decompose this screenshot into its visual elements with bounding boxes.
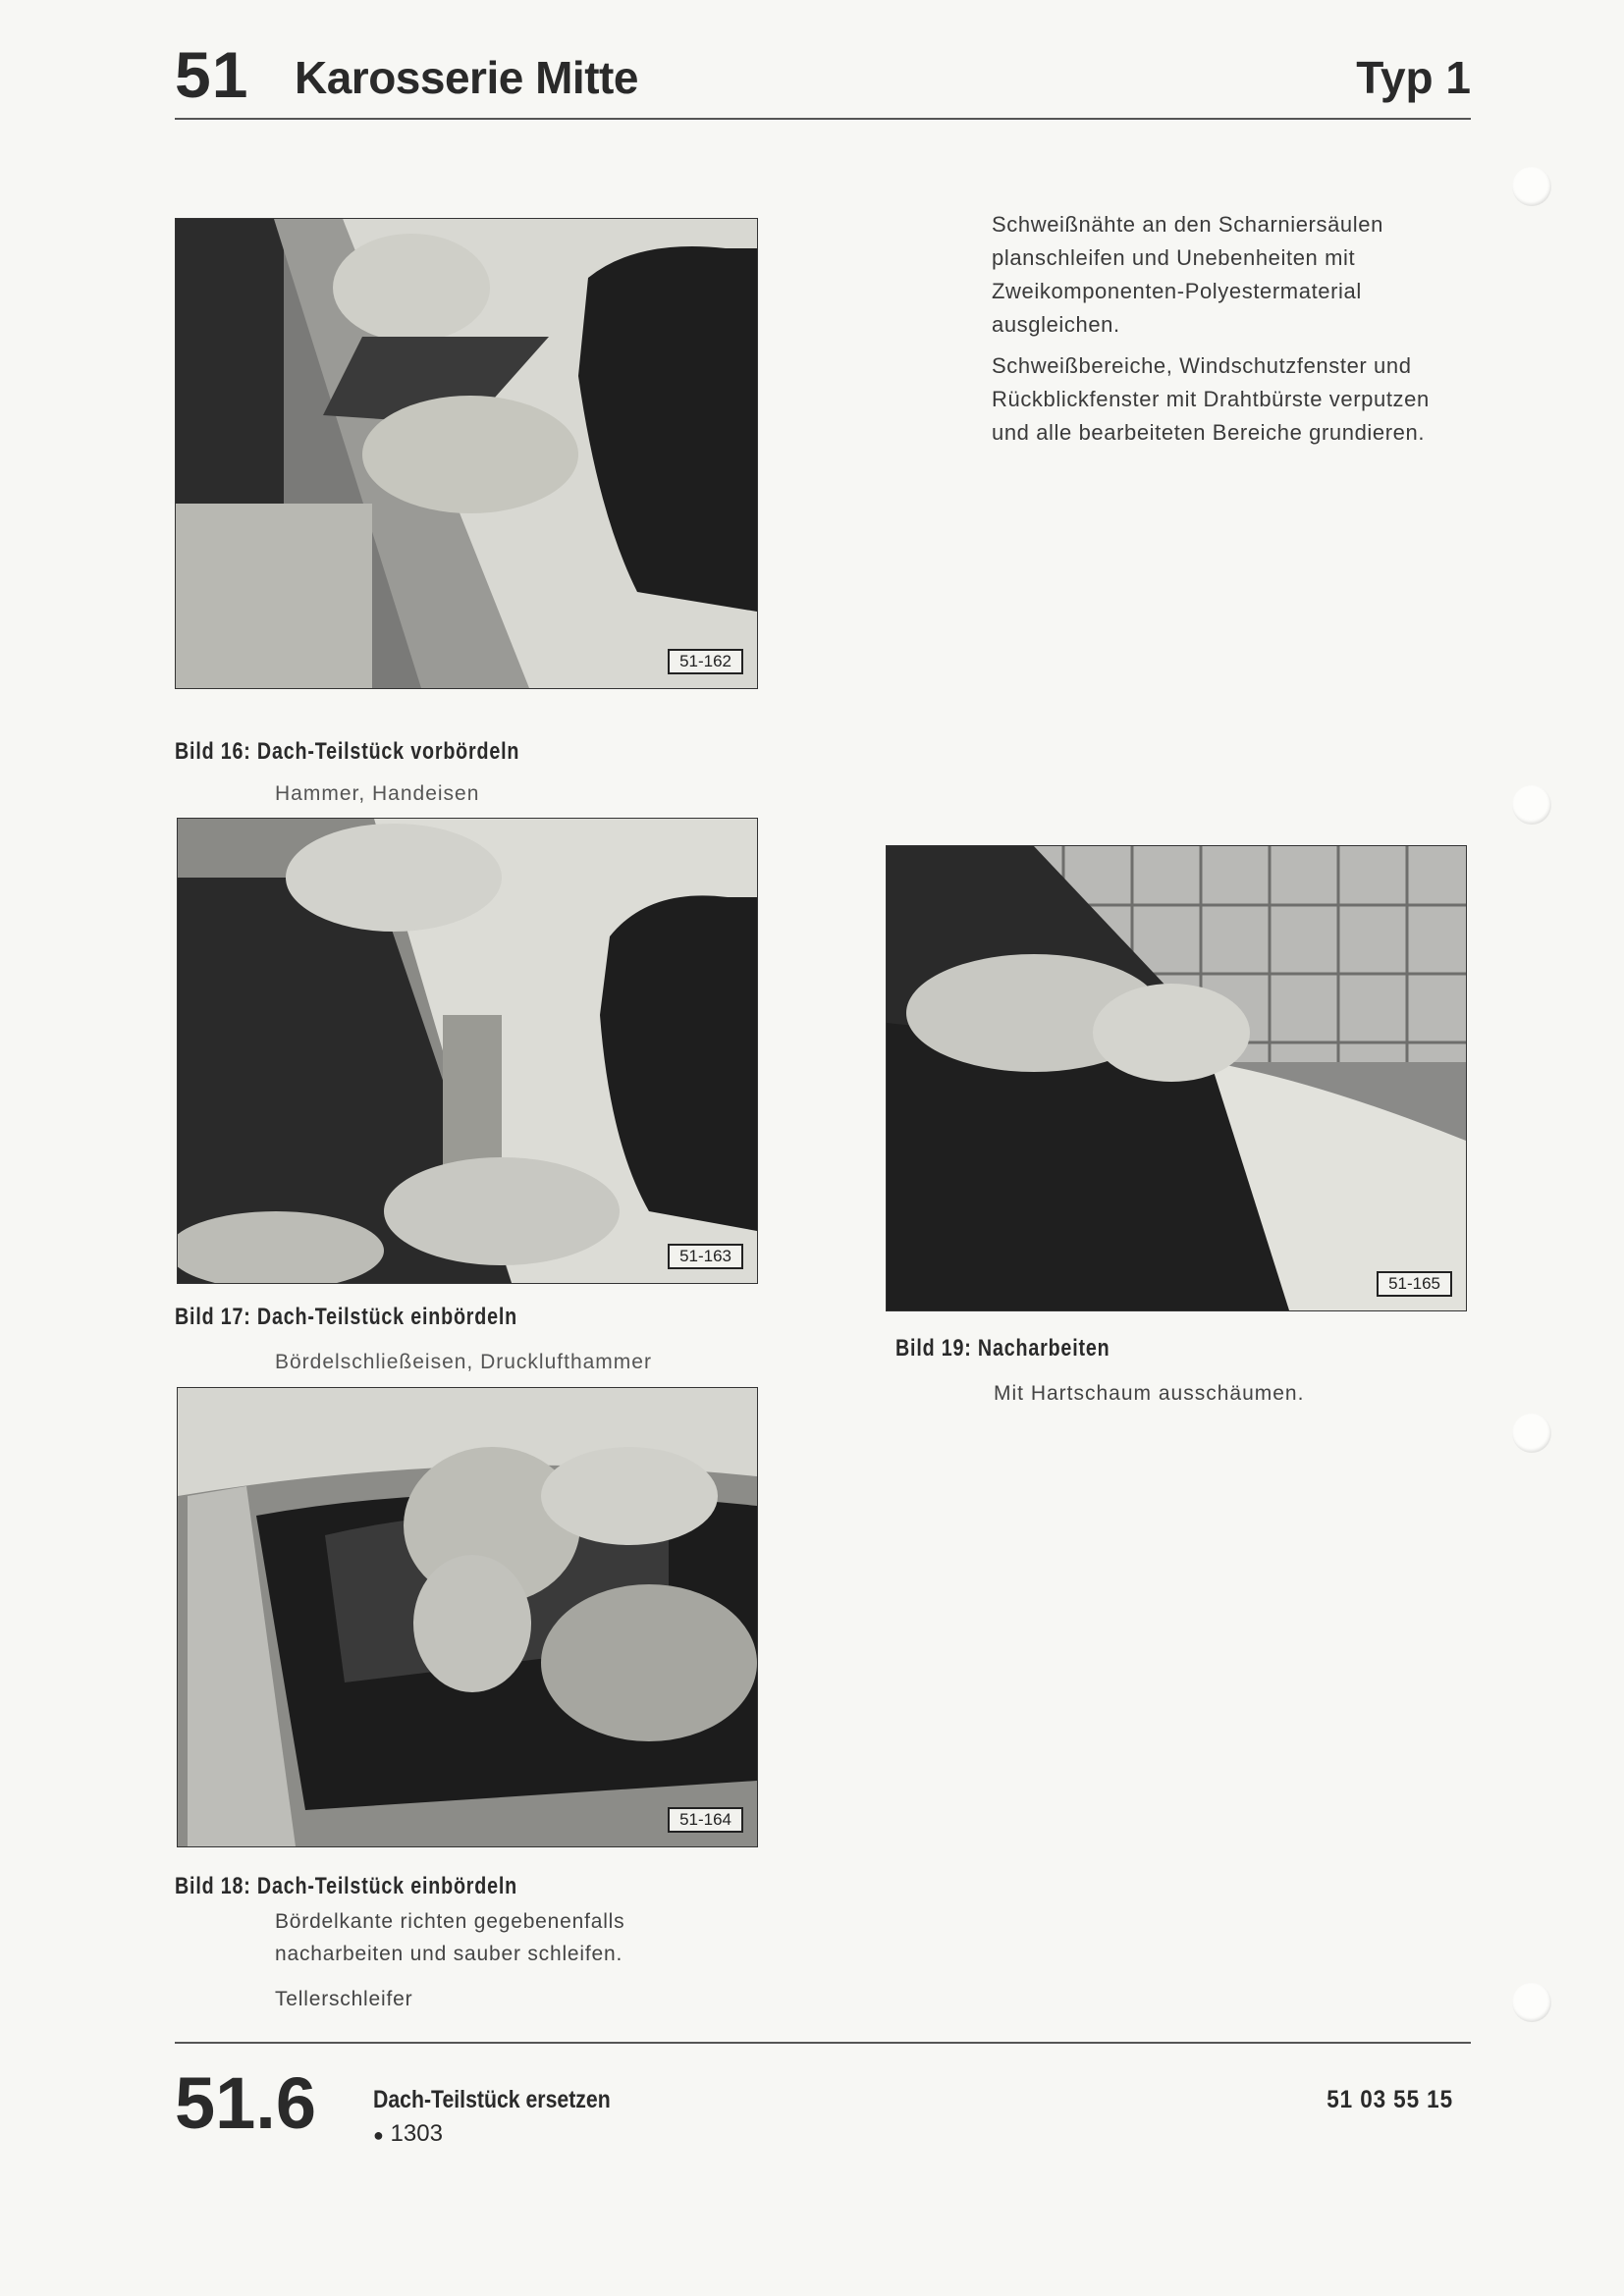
figure-number-51-163: 51-163 — [668, 1244, 743, 1269]
figure-number-51-165: 51-165 — [1377, 1271, 1452, 1297]
caption-text: Nacharbeiten — [977, 1335, 1110, 1362]
subtext-bild-16: Hammer, Handeisen — [275, 782, 480, 805]
footer-title: Dach-Teilstück ersetzen — [373, 2086, 611, 2113]
caption-bild-18 — [175, 1873, 517, 1900]
caption-text: Dach-Teilstück einbördeln — [256, 1304, 518, 1330]
section-title: Karosserie Mitte — [295, 52, 638, 103]
caption-label: Bild 19: — [895, 1335, 972, 1362]
tool-bild-18: Tellerschleifer — [275, 1988, 413, 2010]
photo-bild-18 — [177, 1387, 758, 1847]
figure-number-51-164: 51-164 — [668, 1807, 743, 1833]
page-number: 51.6 — [175, 2062, 317, 2144]
binder-hole — [1512, 1983, 1551, 2022]
subtext-bild-17: Bördelschließeisen, Drucklufthammer — [275, 1351, 652, 1373]
header-rule — [175, 118, 1471, 120]
figure-number-51-162: 51-162 — [668, 649, 743, 674]
intro-paragraph-2: Schweißbereiche, Windschutzfenster und Rückblickfenster mit Drahtbürste verputzen und alle bearbeiteten Bereiche grundieren. — [992, 353, 1430, 445]
footer-date-value: 1303 — [390, 2120, 443, 2147]
footer-date — [373, 2120, 443, 2148]
bullet-icon: ● — [373, 2125, 384, 2145]
subtext-bild-19: Mit Hartschaum ausschäumen. — [994, 1382, 1305, 1405]
footer-code: 51 03 55 15 — [1326, 2086, 1453, 2113]
footer-rule — [175, 2042, 1471, 2044]
photo-bild-16 — [175, 218, 758, 689]
caption-bild-19 — [895, 1335, 1110, 1362]
caption-text: Dach-Teilstück vorbördeln — [256, 738, 520, 765]
photo-bild-19 — [886, 845, 1467, 1311]
caption-label: Bild 18: — [175, 1873, 251, 1899]
binder-hole — [1512, 1414, 1551, 1453]
caption-label: Bild 17: — [175, 1304, 251, 1330]
subtext-bild-18-line-2: nacharbeiten und sauber schleifen. — [275, 1943, 623, 1965]
caption-label: Bild 16: — [175, 738, 251, 765]
photo-bild-17 — [177, 818, 758, 1284]
subtext-bild-18-line-1: Bördelkante richten gegebenenfalls — [275, 1910, 625, 1933]
caption-bild-17 — [175, 1304, 517, 1331]
binder-hole — [1512, 785, 1551, 825]
section-number: 51 — [175, 38, 249, 111]
caption-bild-16 — [175, 738, 519, 766]
vehicle-type: Typ 1 — [1356, 52, 1471, 103]
binder-hole — [1512, 167, 1551, 206]
intro-paragraph-1: Schweißnähte an den Scharniersäulen planschleifen und Unebenheiten mit Zweikomponenten-Polyestermaterial ausgleichen. — [992, 212, 1383, 337]
caption-text: Dach-Teilstück einbördeln — [256, 1873, 518, 1899]
